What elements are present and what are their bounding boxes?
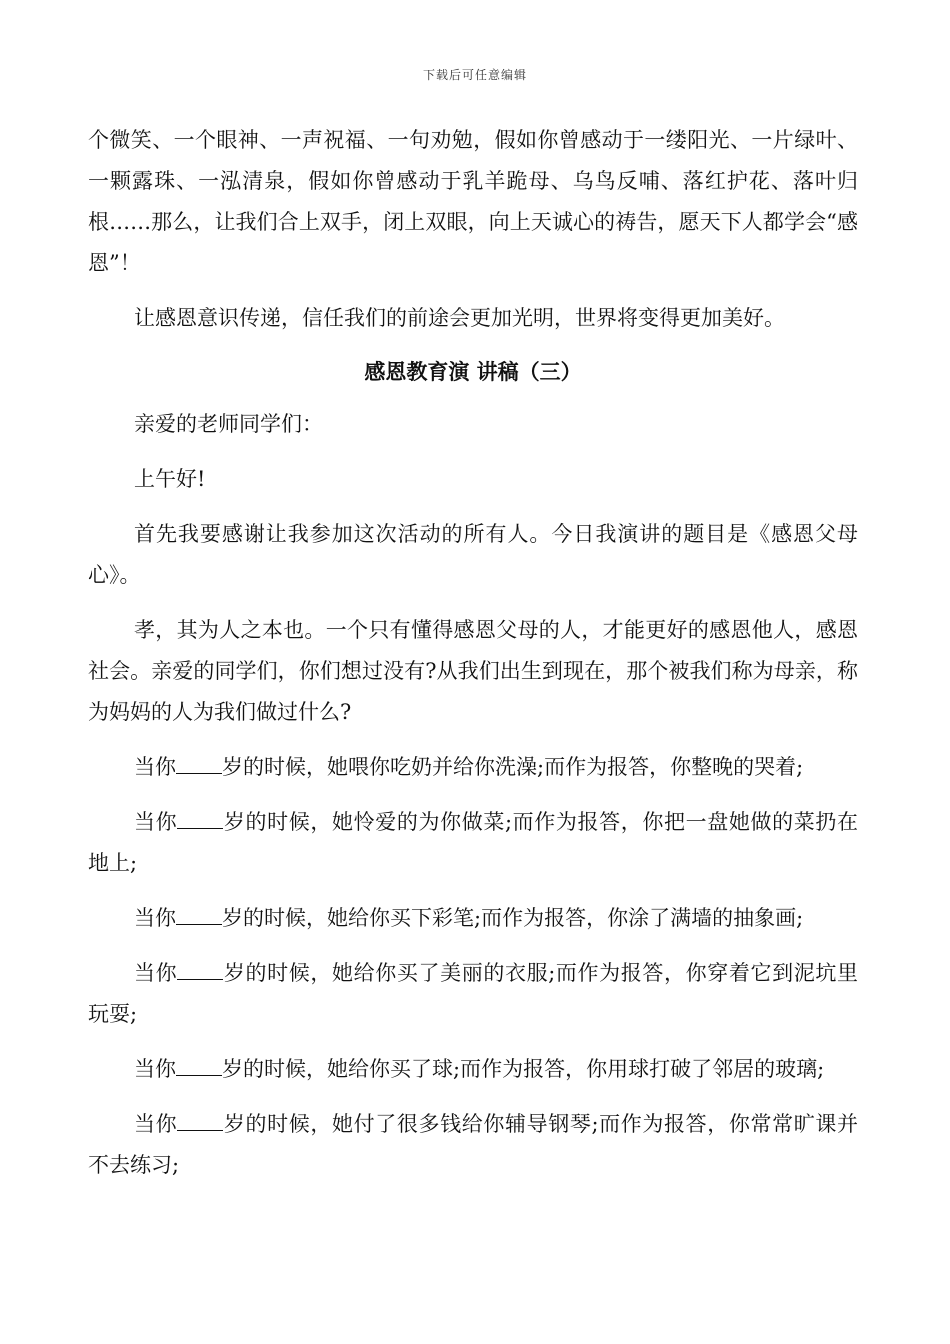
age-blank <box>176 1057 222 1076</box>
list-item <box>88 1049 858 1090</box>
salutation: 亲爱的老师同学们： <box>134 412 323 436</box>
list-item-text: 岁的时候，她给你买了美丽的衣服;而作为报答，你穿着它到泥坑里玩耍; <box>88 961 858 1026</box>
when-prefix: 当你 <box>134 810 178 834</box>
when-prefix: 当你 <box>134 906 176 930</box>
list-item-text: 岁的时候，她给你买了球;而作为报答，你用球打破了邻居的玻璃; <box>222 1057 825 1081</box>
age-blank <box>176 906 222 925</box>
paragraph-intro: 首先我要感谢让我参加这次活动的所有人。今日我演讲的题目是《感恩父母心》。 <box>88 522 858 587</box>
when-prefix: 当你 <box>134 1057 176 1081</box>
paragraph-closing: 让感恩意识传递，信任我们的前途会更加光明，世界将变得更加美好。 <box>134 306 785 330</box>
list-item-text: 岁的时候，她怜爱的为你做菜;而作为报答，你把一盘她做的菜扔在地上; <box>88 810 858 875</box>
when-prefix: 当你 <box>134 961 178 985</box>
list-item-text: 岁的时候，她给你买下彩笔;而作为报答，你涂了满墙的抽象画; <box>222 906 804 930</box>
document-body <box>88 120 858 1186</box>
list-item <box>88 802 858 884</box>
paragraph-filial-piety: 孝，其为人之本也。一个只有懂得感恩父母的人，才能更好的感恩他人，感恩社会。亲爱的同学们，你们想过没有?从我们出生到现在，那个被我们称为母亲，称为妈妈的人为我们做过什么? <box>88 618 858 724</box>
age-blank <box>177 810 223 829</box>
when-prefix: 当你 <box>134 755 176 779</box>
list-item <box>88 898 858 939</box>
list-item <box>88 747 858 788</box>
list-item <box>88 1104 858 1186</box>
when-prefix: 当你 <box>134 1112 178 1136</box>
paragraph-gratitude-moments: 个微笑、一个眼神、一声祝福、一句劝勉，假如你曾感动于一缕阳光、一片绿叶、一颗露珠、一泓清泉，假如你曾感动于乳羊跪母、乌鸟反哺、落红护花、落叶归根……那么，让我们合上双手，闭上双眼，向上天诚心的祷告，愿天下人都学会“感恩”！ <box>88 128 858 275</box>
age-blank <box>177 961 223 980</box>
age-blank <box>177 1112 223 1131</box>
list-item <box>88 953 858 1035</box>
section-title: 感恩教育演 讲稿（三） <box>364 359 582 384</box>
greeting: 上午好! <box>134 467 206 491</box>
list-item-text: 岁的时候，她喂你吃奶并给你洗澡;而作为报答，你整晚的哭着; <box>222 755 804 779</box>
age-blank <box>176 755 222 774</box>
list-item-text: 岁的时候，她付了很多钱给你辅导钢琴;而作为报答，你常常旷课并不去练习; <box>88 1112 858 1177</box>
page-header-note: 下载后可任意编辑 <box>422 68 527 82</box>
